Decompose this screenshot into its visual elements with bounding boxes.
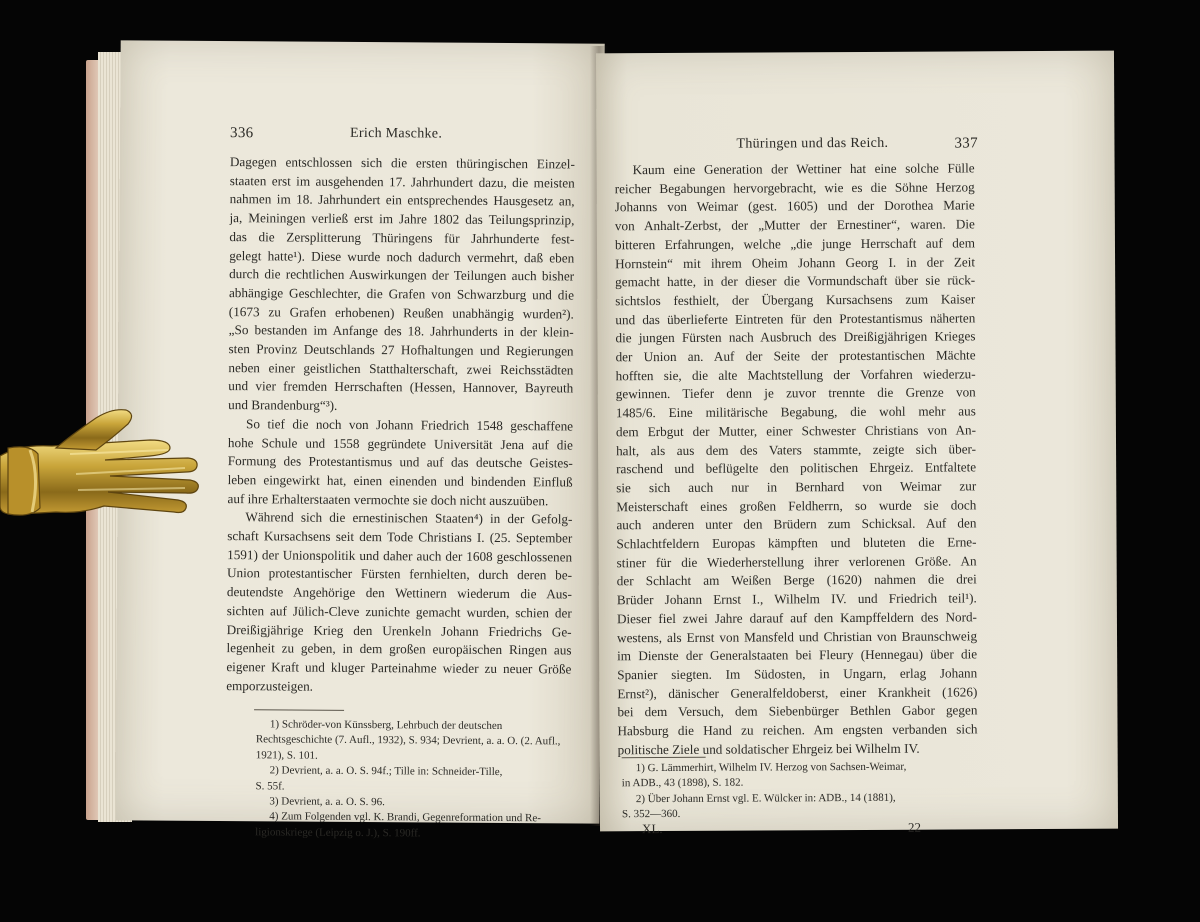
footnote-line: 4) Zum Folgenden vgl. K. Brandi, Gegenreformation und Re- [269, 810, 541, 825]
text-line: schaft Kursachsens seit dem Tode Christians I. (25. September [227, 528, 573, 546]
text-line: sichtslos festhielt, der Übergang Kursachsens zum Kaiser [615, 291, 976, 309]
left-footnotes [255, 717, 571, 842]
text-line: sten Provinz Deutschlands 27 Hofhaltungen und Regierungen [228, 341, 574, 359]
sheet-number: 22 [907, 819, 922, 835]
text-line: Union protestantischer Fürsten fernhielten, durch deren be- [226, 565, 573, 583]
text-line: Dreißigjährige Krieg den Urenkeln Johann Friedrichs Ge- [226, 621, 572, 640]
text-line: und vier fremden Herrschaften (Hessen, Hannover, Bayreuth [228, 378, 574, 396]
footnote-line: 2) Über Johann Ernst vgl. E. Wülcker in: ADB., 14 (1881), [635, 791, 896, 805]
text-line: Spanier siegten. Im Südosten, in Ungarn, erlag Johann [617, 665, 978, 683]
text-line: halt, als aus dem des Vaters stammte, zeigte sich über- [616, 440, 977, 458]
footnote-line: 1921), S. 101. [255, 749, 318, 762]
text-line: gemacht hatte, in der dieser die Vormundschaft über sie rück- [615, 272, 976, 290]
footnote-line: 1) Schröder-von Künssberg, Lehrbuch der deutschen [269, 718, 503, 733]
text-line: staaten erst im ausgehenden 17. Jahrhundert dazu, die meisten [229, 172, 575, 191]
text-line: Formung des Protestantismus und auf das deutsche Geistes- [227, 453, 573, 471]
brass-hand-bookmark-icon [0, 396, 210, 546]
text-line: der Union an. Auf der Seite der protestantischen Mächte [615, 347, 976, 365]
text-line: auch anderen unter den Brüdern zum Schicksal. Auf den [616, 515, 977, 533]
text-line: Schlachtfeldern Europas kämpften und bluteten die Erne- [616, 534, 977, 552]
footnote-line: S. 55f. [255, 779, 285, 793]
text-line: „So bestanden im Anfange des 18. Jahrhunderts in der klein- [228, 322, 574, 340]
text-line: neben einer geistlichen Statthalterschaft, zwei Reichsstädten [228, 359, 574, 378]
text-line: reicher Begabungen hervorgebracht, wie es die Söhne Herzog [614, 179, 975, 196]
text-line: die jungen Fürsten nach Ausbruch des Dreißigjährigen Krieges [615, 328, 976, 346]
text-line: auf ihre Erhalterstaaten vermochte sie doch nicht auszuüben. [227, 490, 549, 508]
text-line: eigener Kraft und kluger Parteinahme wieder zu neuer Größe [226, 659, 572, 677]
left-running-head: Erich Maschke. [350, 125, 443, 142]
footnote-line: in ADB., 43 (1898), S. 182. [621, 777, 744, 790]
text-line: sichten auf Jülich-Cleve zunichte gemacht wurden, schien der [226, 602, 572, 621]
text-line: dem Erbgut der Mutter, einer Schwester Christians von An- [615, 422, 976, 440]
text-line: Hornstein“ mit ihrem Oheim Johann Georg I. in der Zeit [615, 253, 976, 271]
text-line: Dieser fiel zwei Jahre darauf auf den Kampffeldern des Nord- [616, 609, 977, 627]
text-line: bitteren Erfahrungen, welche „die junge Herrschaft auf dem [614, 235, 976, 253]
text-line: Habsburg die Hand zu reichen. Am engsten verbanden sich [617, 721, 978, 739]
text-line: im Dienste der Generalstaaten bei Fleury (Hennegau) über die [617, 646, 978, 664]
text-line: Dagegen entschlossen sich die ersten thüringischen Einzel- [229, 154, 575, 172]
text-line: sie sich auch nur in Bernhard von Weimar zur [616, 478, 977, 496]
right-page [596, 51, 1118, 837]
text-line: hohe Schule und 1558 gegründete Universität Jena auf die [227, 434, 573, 453]
footnote-line: 1) G. Lämmerhirt, Wilhelm IV. Herzog von Sachsen-Weimar, [635, 760, 907, 775]
text-line: raschend und beflügelte den politischen Ehrgeiz. Entfaltete [616, 459, 977, 477]
text-line: gelegt hatte¹). Diese wurde noch dadurch vermehrt, daß eben [229, 247, 575, 266]
right-page-number: 337 [954, 135, 978, 152]
footnote-line: Rechtsgeschichte (7. Aufl., 1932), S. 934; Devrient, a. a. O. (2. Aufl., [255, 733, 561, 748]
left-body-text [226, 153, 575, 698]
text-line: ja, Meiningen verließ erst im Jahre 1802 das Teilungsprinzip, [229, 210, 575, 228]
text-line: Johanns von Weimar (gest. 1605) und der Dorothea Marie [614, 197, 975, 215]
text-line: So tief die noch von Johann Friedrich 1548 geschaffene [246, 416, 574, 434]
text-line: stiner für die Wiederherstellung ihrer verlorenen Größe. An [616, 553, 977, 571]
text-line: hofften sie, die alte Machtstellung der Vorfahren wiederzu- [615, 366, 976, 383]
text-line: von Anhalt-Zerbst, der „Mutter der Ernestiner“, waren. Die [614, 216, 975, 234]
text-line: und das überlieferte Eintreten für den Protestantismus näherten [615, 310, 976, 327]
footnote-line: S. 352—360. [621, 808, 681, 821]
text-line: Während sich die ernestinischen Staaten⁴) in der Gefolg- [245, 509, 573, 527]
text-line: westens, als Ernst von Mansfeld und Christian von Braunschweig [616, 627, 978, 645]
right-body-text [615, 159, 978, 759]
left-footnote-rule [254, 709, 344, 711]
text-line: Brüder Johann Ernst I., Wilhelm IV. und Friedrich teil¹). [616, 590, 977, 608]
text-line: gewinnen. Tiefer denn je zuvor trennte die Grenze von [615, 384, 976, 402]
text-line: und Brandenburg“³). [228, 397, 338, 413]
text-line: nahmen im 18. Jahrhundert ein entsprechendes Hausgesetz an, [229, 191, 575, 209]
text-line: durch die rechtlichen Auswirkungen der Teilungen auch bisher [229, 266, 575, 284]
right-running-head: Thüringen und das Reich. [736, 135, 889, 152]
text-line: das die Zersplitterung Thüringens für Jahrhunderte fest- [229, 228, 575, 247]
text-line: abhängige Geschlechter, die Grafen von Schwarzburg und die [228, 285, 575, 303]
signature-mark: XL. [641, 821, 663, 837]
text-line: 1591) der Unionspolitik und daher auch der 1608 geschlossenen [227, 546, 573, 565]
text-line: Ernst²), dänischer Generalfeldoberst, einer Krankheit (1626) [617, 684, 978, 701]
footnote-line: 2) Devrient, a. a. O. S. 94f.; Tille in: Schneider-Tille, [269, 764, 503, 779]
left-page-number: 336 [230, 125, 254, 142]
text-line: bei dem Versuch, dem Siebenbürger Bethlen Gabor gegen [617, 702, 978, 720]
text-line: der Schlacht am Weißen Berge (1620) nahmen die drei [616, 571, 977, 589]
text-line: legenheit zu geben, in dem großen europäischen Ringen aus [226, 640, 572, 658]
text-line: emporzusteigen. [226, 677, 314, 694]
text-line: 1485/6. Eine militärische Begabung, die wohl mehr aus [615, 403, 976, 421]
text-line: deutendste Angehörige den Wettinern wiederum die Aus- [226, 584, 572, 602]
text-line: politische Ziele und soldatischer Ehrgeiz bei Wilhelm IV. [617, 740, 920, 758]
text-line: Meisterschaft eines großen Feldherrn, so wurde sie doch [616, 497, 977, 514]
text-line: leben eingewirkt hat, einen einenden und bindenden Einfluß [227, 472, 573, 490]
right-footnotes [622, 759, 982, 823]
text-line: (1673 zu Grafen erhobenen) Reußen unabhängig wurden²). [228, 303, 574, 322]
footnote-line: ligionskriege (Leipzig o. J.), S. 190ff. [255, 826, 421, 840]
text-line: Kaum eine Generation der Wettiner hat eine solche Fülle [632, 160, 975, 178]
footnote-line: 3) Devrient, a. a. O. S. 96. [269, 795, 385, 809]
